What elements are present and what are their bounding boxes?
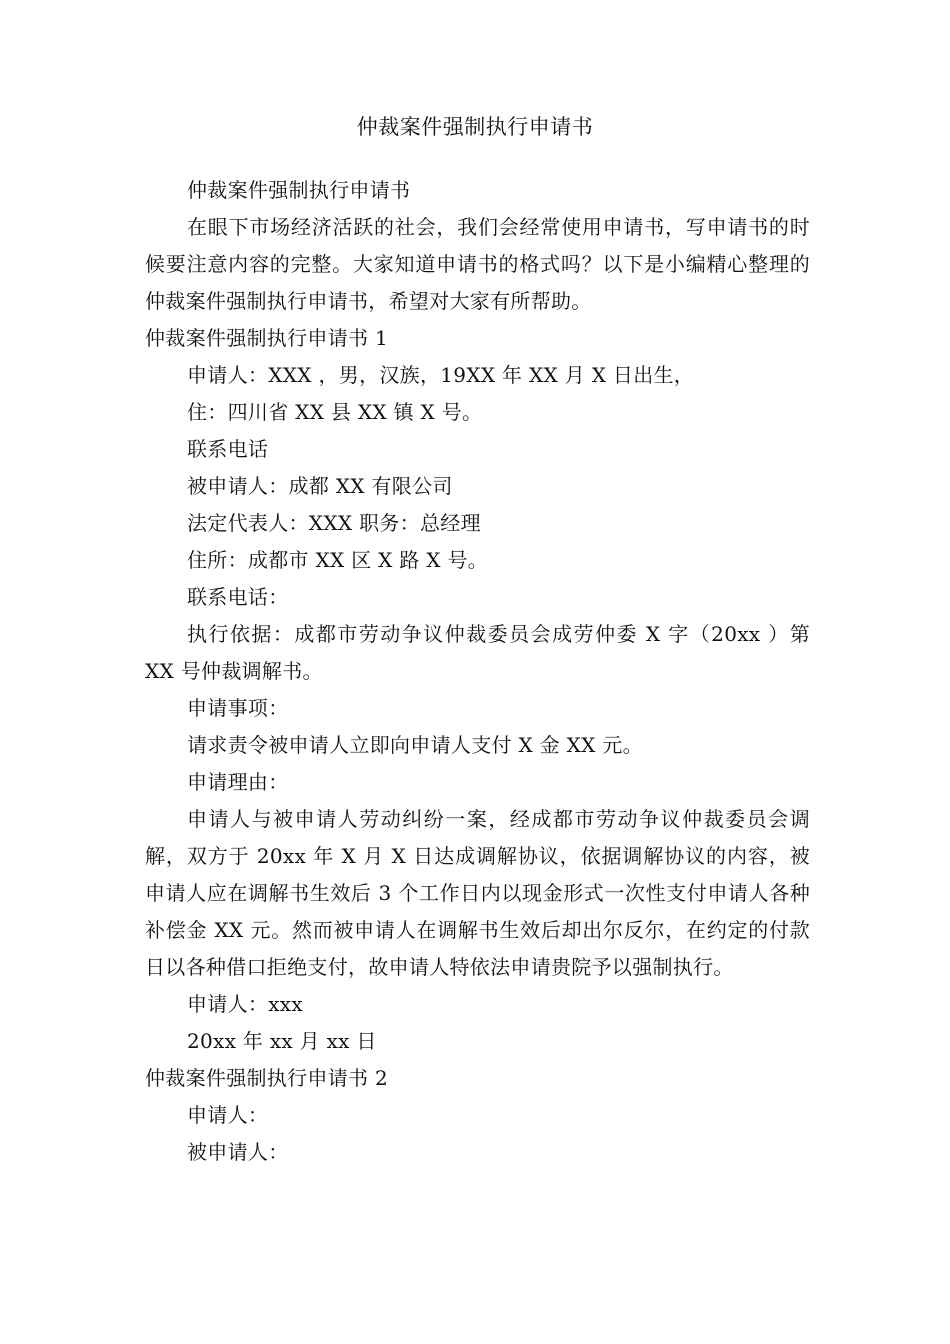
execution-basis-paragraph: 执行依据：成都市劳动争议仲裁委员会成劳仲委 X 字（20xx ）第 XX 号仲裁调解书。 <box>145 622 810 683</box>
document-body <box>145 172 810 1171</box>
signature-applicant-line: 申请人：xxx <box>187 992 303 1016</box>
applicant-line: 申请人：XXX ，男，汉族，19XX 年 XX 月 X 日出生， <box>187 363 695 387</box>
respondent-line-2: 被申请人： <box>187 1140 289 1164</box>
request-items-heading: 申请事项： <box>187 696 289 720</box>
applicant-line-2: 申请人： <box>187 1103 269 1127</box>
legal-representative-line: 法定代表人：XXX 职务：总经理 <box>187 511 481 535</box>
address-line: 住：四川省 XX 县 XX 镇 X 号。 <box>187 400 483 424</box>
subtitle-paragraph: 仲裁案件强制执行申请书 <box>187 178 411 202</box>
document-title: 仲裁案件强制执行申请书 <box>356 115 594 139</box>
phone-line: 联系电话 <box>187 437 269 461</box>
signature-date-line: 20xx 年 xx 月 xx 日 <box>187 1029 377 1053</box>
request-items-text: 请求责令被申请人立即向申请人支付 X 金 XX 元。 <box>187 733 643 757</box>
intro-paragraph: 在眼下市场经济活跃的社会，我们会经常使用申请书，写申请书的时候要注意内容的完整。大家知道申请书的格式吗？以下是小编精心整理的仲裁案件强制执行申请书，希望对大家有所帮助。 <box>145 215 810 313</box>
section-heading-2: 仲裁案件强制执行申请书 2 <box>145 1066 388 1090</box>
respondent-line: 被申请人：成都 XX 有限公司 <box>187 474 453 498</box>
respondent-phone-line: 联系电话： <box>187 585 289 609</box>
reasons-heading: 申请理由： <box>187 770 289 794</box>
section-heading-1: 仲裁案件强制执行申请书 1 <box>145 326 388 350</box>
reasons-paragraph: 申请人与被申请人劳动纠纷一案，经成都市劳动争议仲裁委员会调解，双方于 20xx 年 X 月 X 日达成调解协议，依据调解协议的内容，被申请人应在调解书生效后 3 个工作日内以现金形式一次性支付申请人各种补偿金 XX 元。然而被申请人在调解书生效后却出尔反尔，在约定的付款日以各种借口拒绝支付，故申请人特依法申请贵院予以强制执行。 <box>145 807 810 979</box>
residence-line: 住所：成都市 XX 区 X 路 X 号。 <box>187 548 489 572</box>
